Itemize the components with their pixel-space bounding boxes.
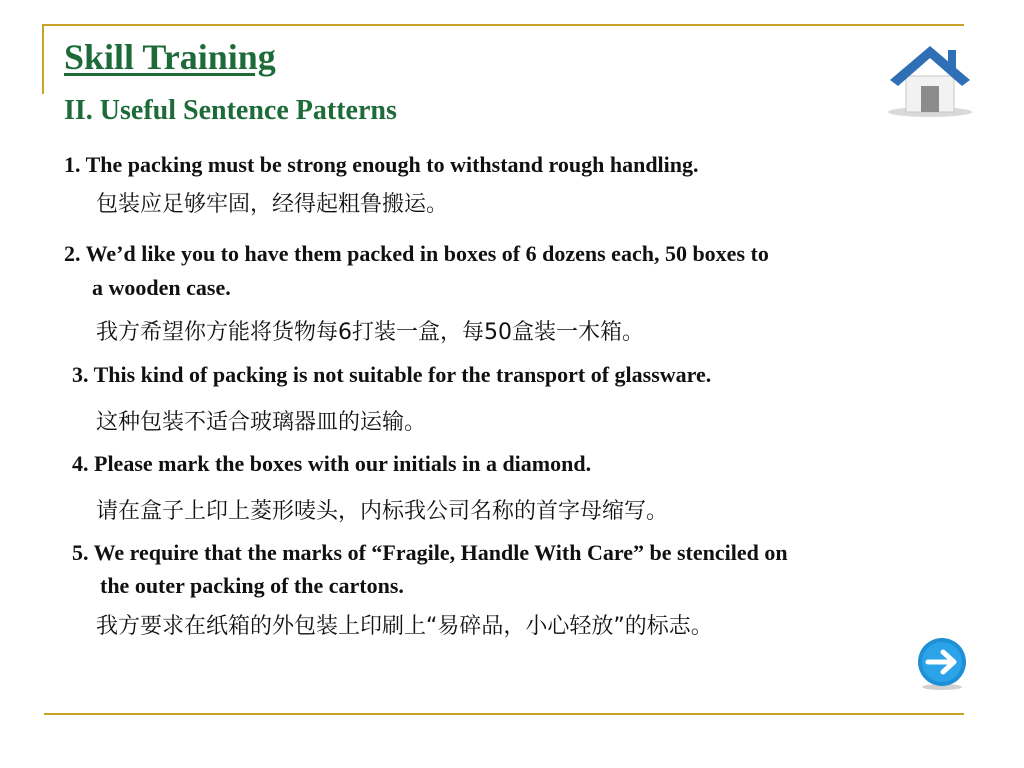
- home-icon: [884, 40, 976, 120]
- sentence-2-english-line1: 2. We’d like you to have them packed in boxes of 6 dozens each, 50 boxes to: [64, 241, 769, 266]
- section-subtitle: II. Useful Sentence Patterns: [64, 95, 397, 126]
- sentence-4-english: 4. Please mark the boxes with our initials in a diamond.: [72, 451, 592, 476]
- sentence-3-english: 3. This kind of packing is not suitable for the transport of glassware.: [72, 362, 712, 387]
- sentence-5-chinese: 我方要求在纸箱的外包装上印刷上“易碎品，小心轻放”的标志。: [96, 614, 713, 639]
- left-divider: [42, 24, 44, 94]
- sentence-1-chinese: 包装应足够牢固，经得起粗鲁搬运。: [96, 192, 449, 217]
- sentence-2-chinese: 我方希望你方能将货物每6打装一盒，每50盒装一木箱。: [96, 320, 644, 345]
- home-button[interactable]: [884, 40, 976, 120]
- next-button[interactable]: [914, 636, 970, 692]
- sentence-5-english-line1: 5. We require that the marks of “Fragile, Handle With Care” be stenciled on: [72, 540, 788, 565]
- page-title: Skill Training: [64, 37, 276, 77]
- sentence-4-chinese: 请在盒子上印上菱形唛头，内标我公司名称的首字母缩写。: [96, 499, 669, 524]
- top-divider: [44, 24, 964, 26]
- arrow-right-icon: [914, 636, 970, 692]
- sentence-1-english: 1. The packing must be strong enough to withstand rough handling.: [64, 152, 699, 177]
- sentence-2-english-line2: a wooden case.: [92, 275, 231, 300]
- sentence-3-chinese: 这种包装不适合玻璃器皿的运输。: [96, 410, 427, 435]
- sentence-5-english-line2: the outer packing of the cartons.: [100, 573, 404, 598]
- bottom-divider: [44, 713, 964, 715]
